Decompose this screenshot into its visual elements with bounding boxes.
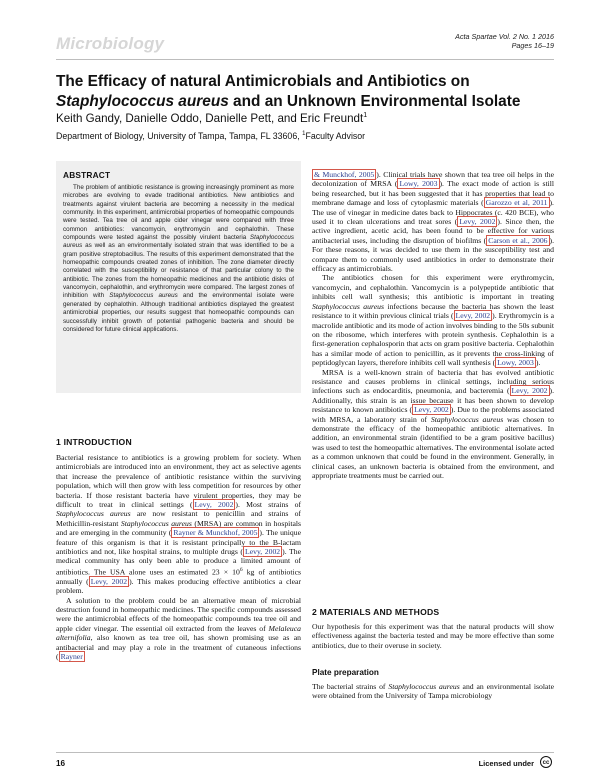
- author-list: [56, 112, 367, 125]
- intro-paragraph: The antibiotics chosen for this experiment were erythromycin, vancomycin, and cephalothin. Vancomycin is a polypeptide antibiotic that inhibits cell wall synthesis; this antibiotic is important in treating Staphylococcus aureus infections because the bacteria has shown the least resistance to it within previous clinical trials ( Levy, 2002 ). Erythromycin is a macrolide antibiotic and its mode of action involves binding to the 50s subunit on the ribosome, which interferes with protein synthesis. Cephalothin is a first-generation cephalosporin that acts on gram positive bacteria. Cephalothin has a similar mode of action to penicillin, as it prevents the cross-linking of peptidoglycan layers, therefore inhibits cell wall synthesis ( Lowy, 2003 ).: [312, 273, 554, 368]
- citation-link[interactable]: Levy, 2002: [414, 405, 449, 415]
- abstract-box: [56, 161, 301, 393]
- plate-preparation-heading: Plate preparation: [312, 668, 379, 677]
- intro-paragraph: A solution to the problem could be an alternative mean of microbial destruction found in homeopathic medicines. The specific compounds assessed were the antimicrobial effects of the homeopathic compounds tea tree oil and apple cider vinegar. The essential oil extracted from the leaves of Melaleuca alternifolia, also known as tea tree oil, has shown promising use as an antibacterial and may play a role in the treatment of cutaneous infections ( Rayner: [56, 595, 301, 662]
- citation-link[interactable]: Rayner: [60, 652, 83, 662]
- left-column-body: [56, 453, 301, 662]
- journal-volume: Acta Spartae Vol. 2 No. 1 2016: [455, 32, 554, 41]
- page-number: 16: [56, 759, 66, 768]
- citation-link[interactable]: Levy, 2002: [511, 386, 548, 396]
- section-tag: Microbiology: [56, 34, 165, 53]
- methods-paragraph: The bacterial strains of Staphylococcus aureus and an environmental isolate were obtained from the University of Tampa microbiology: [312, 682, 554, 701]
- citation-link[interactable]: Levy, 2002: [459, 217, 496, 227]
- citation-link[interactable]: Levy, 2002: [90, 576, 128, 586]
- affiliation-marker: 1: [302, 131, 306, 138]
- article-title: [56, 72, 536, 112]
- abstract-heading: ABSTRACT: [63, 170, 111, 180]
- citation-link[interactable]: Levy, 2002: [245, 547, 281, 557]
- license-label[interactable]: Licensed under: [478, 759, 534, 768]
- affiliation: [56, 131, 365, 141]
- citation-link[interactable]: Lowy, 2003: [497, 358, 534, 368]
- abstract-text: The problem of antibiotic resistance is growing increasingly prominent as more microbes are evolving to evade traditional antibiotics. New antibiotics and treatments against virulent bacteria are becoming a necessity in the medical community. In this experiment, antimicrobial properties of homeopathic compounds were tested. Tea tree oil and apple cider vinegar were compared with three common antibiotics: vancomycin, erythromycin and cephalothin. These compounds were tested against the possibly virulent bacteria Staphylococcus aureus as well as an environmentally isolated strain that was identified to be a gram positive streptobacillus. The results of this experiment demonstrated that the homeopathic compounds created zones of inhibition. The zone diameter directly correlated with the susceptibility or resistance of that particular colony to the antibiotic. The zones from the homeopathic medicines and the antibiotic disks of vancomycin, cephalothin, and erythromycin were compared. The largest zones of inhibition with Staphylococcus aureus and the environmental isolate were generated by cephalothin. Although traditional antibiotics displayed the greatest antimicrobial properties, our results suggest that homeopathic compounds can successfully inhibit growth of potential pathogenic bacteria and should be considered for future clinical applications.: [63, 184, 294, 333]
- methods-paragraph: Our hypothesis for this experiment was that the natural products will show effectiveness against the bacteria tested and may be more effective than some antibiotics, due to their overuse in society.: [312, 622, 554, 650]
- plate-preparation-body: [312, 682, 554, 701]
- intro-paragraph: MRSA is a well-known strain of bacteria that has evolved antibiotic resistance and causes problems in clinical settings, including serious infections such as endocarditis, pneumonia, and bacteremia ( Levy, 2002 ). Additionally, this strain is an issue because it has been shown to develop resistance to known antibiotics ( Levy, 2002 ). Due to the problems associated with MRSA, a laboratory strain of Staphylococcus aureus was chosen to demonstrate the efficacy of the homeopathic antibiotic alternatives. In addition, an environmental strain (identified to be a gram positive bacillus) was used to test the homeopathic alternatives. The environmental isolate acted as a common unknown that could be found in the environment. Generally, in clinical cases, an unknown bacteria is obtained from the environment, and appropriate treatments must be carried out.: [312, 367, 555, 480]
- author-names: Keith Gandy, Danielle Oddo, Danielle Pett, and Eric Freundt: [56, 112, 364, 125]
- affiliation-text: Department of Biology, University of Tampa, Tampa, FL 33606,: [56, 131, 300, 141]
- footer-divider: [56, 752, 554, 753]
- journal-pages: Pages 16–19: [511, 41, 554, 50]
- right-column-body: [312, 170, 554, 480]
- journal-citation: [455, 32, 554, 50]
- author-marker: 1: [363, 112, 368, 120]
- citation-link[interactable]: Carson et al., 2006: [488, 235, 548, 245]
- methods-body: [312, 622, 554, 650]
- intro-heading: 1 INTRODUCTION: [56, 437, 132, 447]
- title-organism: Staphylococcus aureus: [56, 93, 229, 110]
- header-divider: [56, 59, 554, 60]
- intro-paragraph: & Munckhof, 2005 ). Clinical trials have shown that tea tree oil helps in the decolonization of MRSA ( Lowy, 2003 ). The exact mode of action is still being researched, but it has been suggested that it has properties that lead to membrane damage and loss of cytoplasmic materials ( Garozzo et al, 2011 ). The use of vinegar in medicine dates back to Hippocrates (c. 420 BCE), who used it to clean ulcerations and treat sores ( Levy, 2002 ). Since then, the active ingredient, acetic acid, has been found to be effective for various antibacterial uses, including the disruption of biofilms ( Carson et al., 2006 ). For these reasons, it was decided to use them in the susceptibility test and compare them to commonly used antibiotics in order to demonstrate their efficacy as antimicrobials.: [312, 170, 555, 274]
- creative-commons-icon[interactable]: cc: [540, 756, 552, 768]
- citation-link[interactable]: Lowy, 2003: [399, 179, 438, 189]
- citation-link[interactable]: Levy, 2002: [194, 500, 234, 510]
- citation-link[interactable]: & Munckhof, 2005: [314, 170, 375, 179]
- citation-link[interactable]: Garozzo et al, 2011: [485, 198, 548, 208]
- title-line-2: and an Unknown Environmental Isolate: [228, 93, 521, 110]
- methods-heading: 2 MATERIALS AND METHODS: [312, 607, 440, 617]
- abstract-organism: Staphylococcus aureus: [63, 234, 294, 250]
- title-line-1: The Efficacy of natural Antimicrobials and Antibiotics on: [56, 73, 470, 90]
- citation-link[interactable]: Rayner & Munckhof, 2005: [173, 528, 258, 538]
- intro-paragraph: Bacterial resistance to antibiotics is a growing problem for society. When antimicrobials are introduced into an environment, they act as selective agents that increase the prevalence of antibiotic resistance within the surviving population, which will then grow with less competition for resources by other bacteria. If those resistant bacteria have virulent properties, they may be difficult to treat in clinical settings ( Levy, 2002 ). Most strains of Staphylococcus aureus are now resistant to penicillin and strains of Methicillin-resistant Staphylococcus aureus (MRSA) are common in hospitals and are emerging in the community ( Rayner & Munckhof, 2005 ). The unique feature of this organism is that it is resistant principally to the B-lactam antibiotics and not, like hospital strains, to multiple drugs ( Levy, 2002 ). The medical community has only been able to produce a limited amount of antibiotics. The USA alone uses an estimated $23 \times 10^6$ kg of antibiotics annually ( Levy, 2002 ). This makes producing effective antibiotics a clear problem.: [56, 453, 302, 596]
- affiliation-role: Faculty Advisor: [305, 131, 366, 141]
- abstract-organism: Staphylococcus aureus: [109, 292, 178, 300]
- citation-link[interactable]: Levy, 2002: [455, 311, 491, 321]
